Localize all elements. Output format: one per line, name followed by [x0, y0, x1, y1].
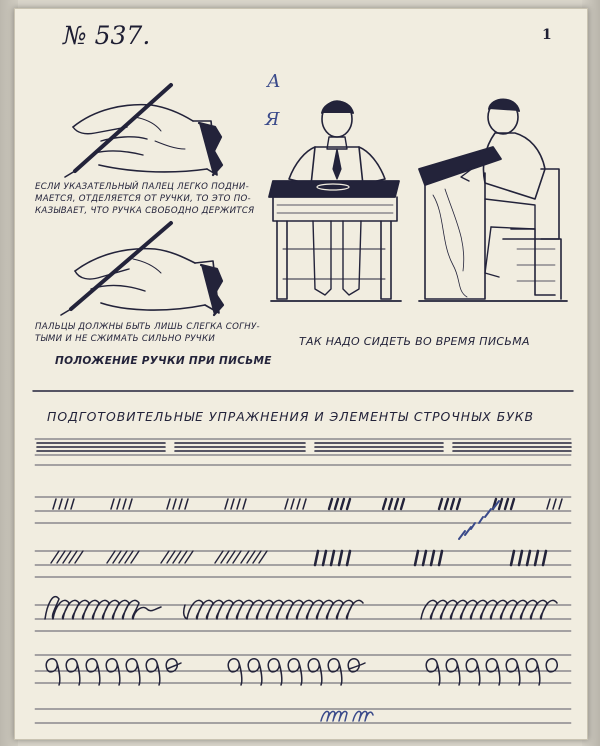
- pencil-mark-ya: Я: [265, 109, 280, 130]
- section-heading: ПОДГОТОВИТЕЛЬНЫЕ УПРАЖНЕНИЯ И ЭЛЕМЕНТЫ СТРОЧНЫХ БУКВ: [47, 409, 535, 424]
- hand-grip-illustration: [61, 223, 223, 315]
- boy-front-view-illustration: [269, 101, 401, 301]
- page-number: 1: [542, 27, 552, 43]
- caption-line: КАЗЫВАЕТ, ЧТО РУЧКА СВОБОДНО ДЕРЖИТСЯ: [35, 206, 255, 216]
- pencil-practice-strokes: [321, 711, 373, 721]
- grip-caption: [35, 321, 280, 345]
- pencil-mark-a: А: [267, 71, 281, 92]
- finger-lift-caption: [35, 181, 280, 217]
- copybook-number: № 537.: [63, 21, 151, 50]
- copybook-page: [14, 8, 588, 740]
- exercise-oval-strokes: [46, 659, 557, 685]
- ruled-lines: [35, 439, 571, 723]
- hand-lifted-finger-illustration: [65, 85, 222, 177]
- caption-line: ТЫМИ И НЕ СЖИМАТЬ СИЛЬНО РУЧКИ: [35, 334, 216, 344]
- caption-line: ПАЛЬЦЫ ДОЛЖНЫ БЫТЬ ЛИШЬ СЛЕГКА СОГНУ-: [35, 322, 260, 332]
- caption-line: ЕСЛИ УКАЗАТЕЛЬНЫЙ ПАЛЕЦ ЛЕГКО ПОДНИ-: [35, 182, 249, 192]
- caption-line: МАЕТСЯ, ОТДЕЛЯЕТСЯ ОТ РУЧКИ, ТО ЭТО ПО-: [35, 194, 251, 204]
- exercise-horizontal-strokes: [37, 443, 571, 451]
- exercise-long-slanted-strokes: [51, 551, 546, 565]
- exercise-loop-strokes: [45, 597, 557, 619]
- illustrations-and-ruling: [15, 9, 587, 739]
- exercise-slanted-strokes: [53, 499, 562, 509]
- boy-side-view-illustration: [419, 100, 567, 302]
- posture-caption: ТАК НАДО СИДЕТЬ ВО ВРЕМЯ ПИСЬМА: [299, 335, 530, 348]
- pen-position-caption: ПОЛОЖЕНИЕ РУЧКИ ПРИ ПИСЬМЕ: [55, 355, 272, 367]
